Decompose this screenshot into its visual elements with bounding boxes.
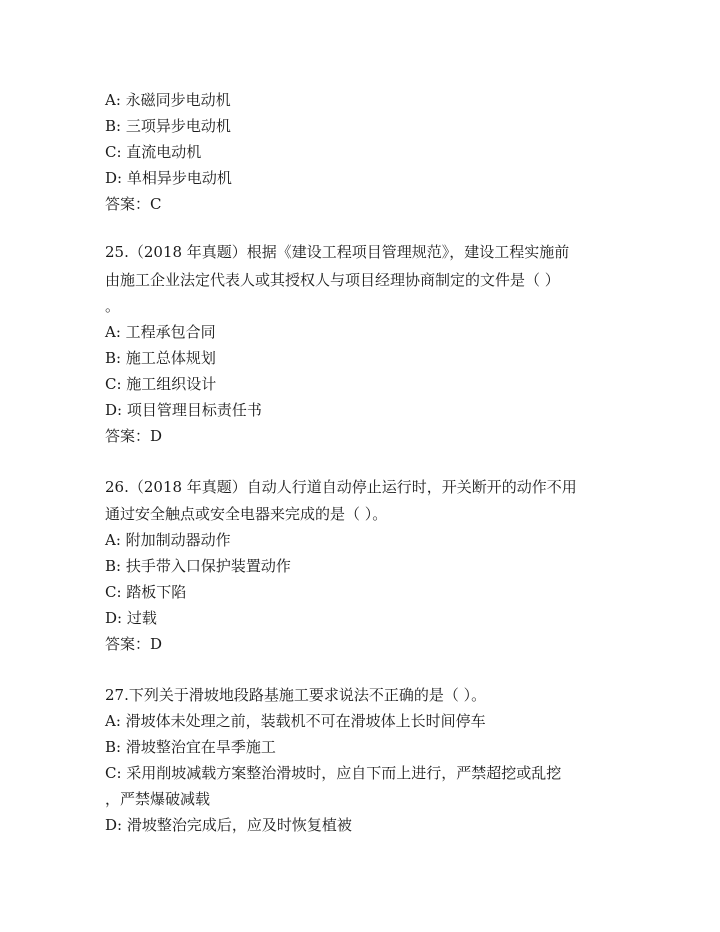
option-d: D: 滑坡整治完成后，应及时恢复植被: [105, 816, 352, 834]
option-a: A: 滑坡体未处理之前，装载机不可在滑坡体上长时间停车: [105, 712, 486, 730]
option-b: B: 滑坡整治宜在旱季施工: [105, 738, 276, 756]
option-b: B: 施工总体规划: [105, 349, 216, 367]
question-stem-25-line-2: 由施工企业法定代表人或其授权人与项目经理协商制定的文件是（ ）: [105, 271, 560, 289]
question-stem-27: 27.下列关于滑坡地段路基施工要求说法不正确的是（ ）。: [105, 686, 487, 704]
question-stem-26-line-1: 26.（2018 年真题）自动人行道自动停止运行时，开关断开的动作不用: [105, 478, 577, 496]
option-c: C: 采用削坡减载方案整治滑坡时，应自下而上进行，严禁超挖或乱挖: [105, 764, 562, 782]
answer: 答案：C: [105, 195, 162, 213]
option-b: B: 扶手带入口保护装置动作: [105, 557, 291, 575]
answer: 答案：D: [105, 427, 163, 445]
option-a: A: 工程承包合同: [105, 323, 216, 341]
question-stem-25-line-3: 。: [105, 297, 121, 315]
answer: 答案：D: [105, 635, 163, 653]
option-d: D: 单相异步电动机: [105, 169, 232, 187]
option-b: B: 三项异步电动机: [105, 117, 231, 135]
option-a: A: 附加制动器动作: [105, 531, 231, 549]
option-c-continued: ，严禁爆破减载: [105, 790, 211, 808]
option-c: C: 直流电动机: [105, 143, 202, 161]
option-c: C: 踏板下陷: [105, 583, 187, 601]
question-stem-26-line-2: 通过安全触点或安全电器来完成的是（ ）。: [105, 505, 388, 523]
option-d: D: 项目管理目标责任书: [105, 401, 262, 419]
question-stem-25-line-1: 25.（2018 年真题）根据《建设工程项目管理规范》，建设工程实施前: [105, 243, 570, 261]
option-d: D: 过载: [105, 609, 157, 627]
option-a: A: 永磁同步电动机: [105, 91, 231, 109]
option-c: C: 施工组织设计: [105, 375, 217, 393]
